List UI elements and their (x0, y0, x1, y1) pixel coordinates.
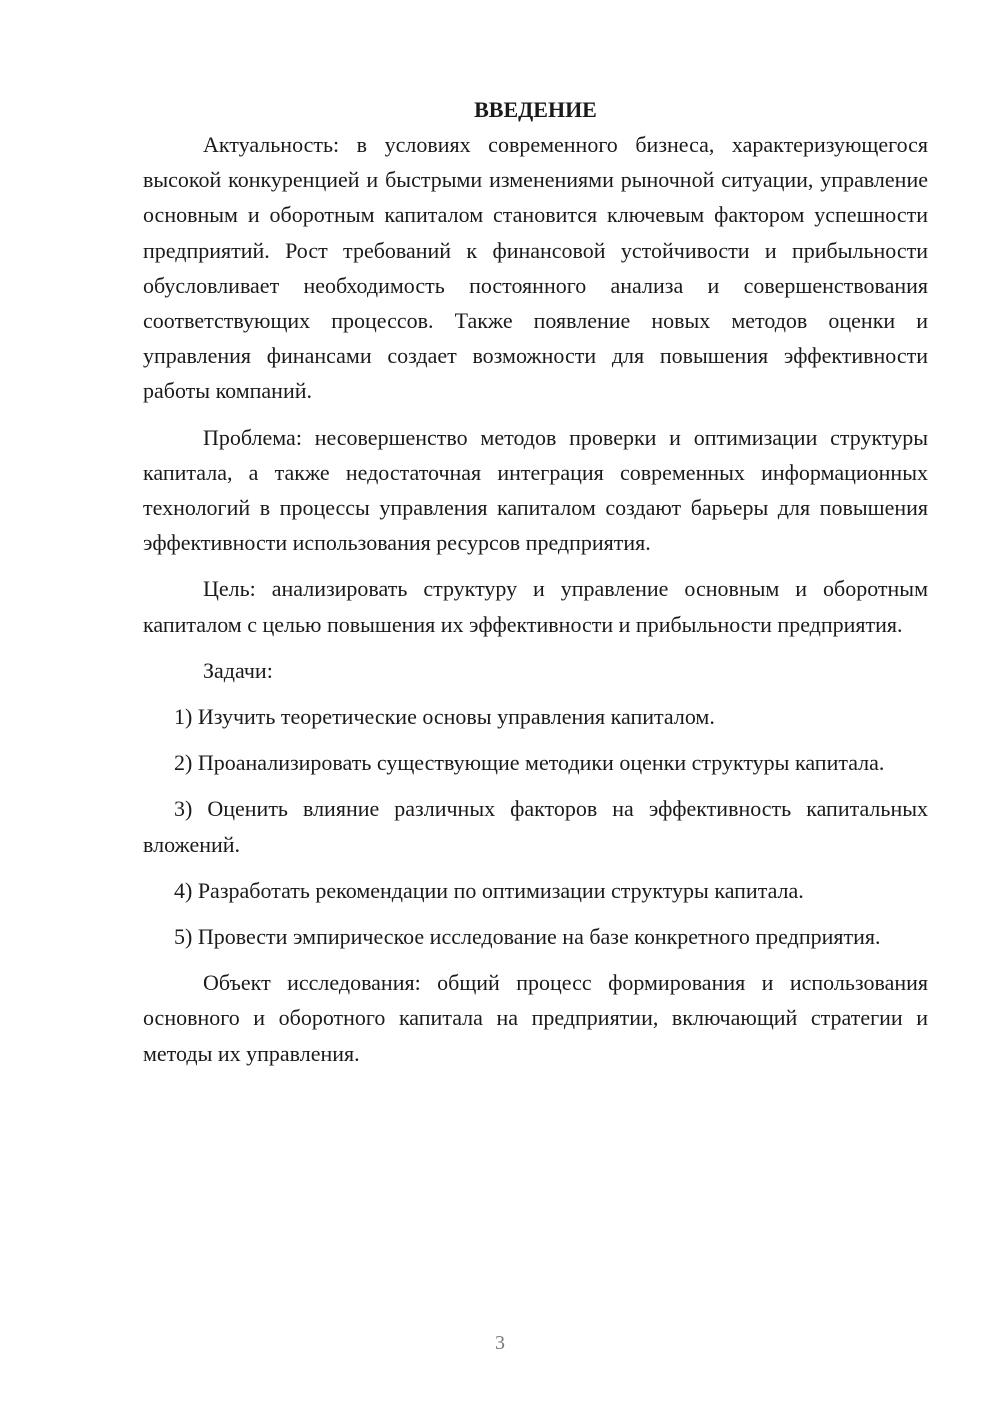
task-item-2: 2) Проанализировать существующие методики оценки структуры капитала. (174, 750, 885, 776)
object-paragraph: Объект исследования: общий процесс формирования и использования основного и оборотного капитала на предприятии, включающий стратегии и методы их управления. (143, 970, 928, 1066)
task-item-5: 5) Провести эмпирическое исследование на базе конкретного предприятия. (174, 924, 881, 950)
task-item-4: 4) Разработать рекомендации по оптимизации структуры капитала. (174, 877, 804, 903)
problem-paragraph: Проблема: несовершенство методов проверки и оптимизации структуры капитала, а также недостаточная интеграция современных информационных технологий в процессы управления капиталом создают барьеры для повышения эффективности использования ресурсов предприятия. (143, 424, 928, 556)
document-heading: ВВЕДЕНИЕ (474, 97, 597, 122)
task-item-3: 3) Оценить влияние различных факторов на эффективность капитальных вложений. (143, 796, 928, 857)
relevance-paragraph: Актуальность: в условиях современного бизнеса, характеризующегося высокой конкуренцией и быстрыми изменениями рыночной ситуации, управление основным и оборотным капиталом становится ключевым фактором успешности предприятий. Рост требований к финансовой устойчивости и прибыльности обусловливает необходимость постоянного анализа и совершенствования соответствующих процессов. Также появление новых методов оценки и управления финансами создает возможности для повышения эффективности работы компаний. (143, 132, 928, 404)
task-item-1: 1) Изучить теоретические основы управления капиталом. (174, 704, 715, 730)
document-page (143, 92, 928, 1082)
goal-paragraph: Цель: анализировать структуру и управление основным и оборотным капиталом с целью повышения их эффективности и прибыльности предприятия. (143, 576, 928, 637)
tasks-label: Задачи: (203, 657, 273, 683)
page-number: 3 (495, 1332, 505, 1354)
